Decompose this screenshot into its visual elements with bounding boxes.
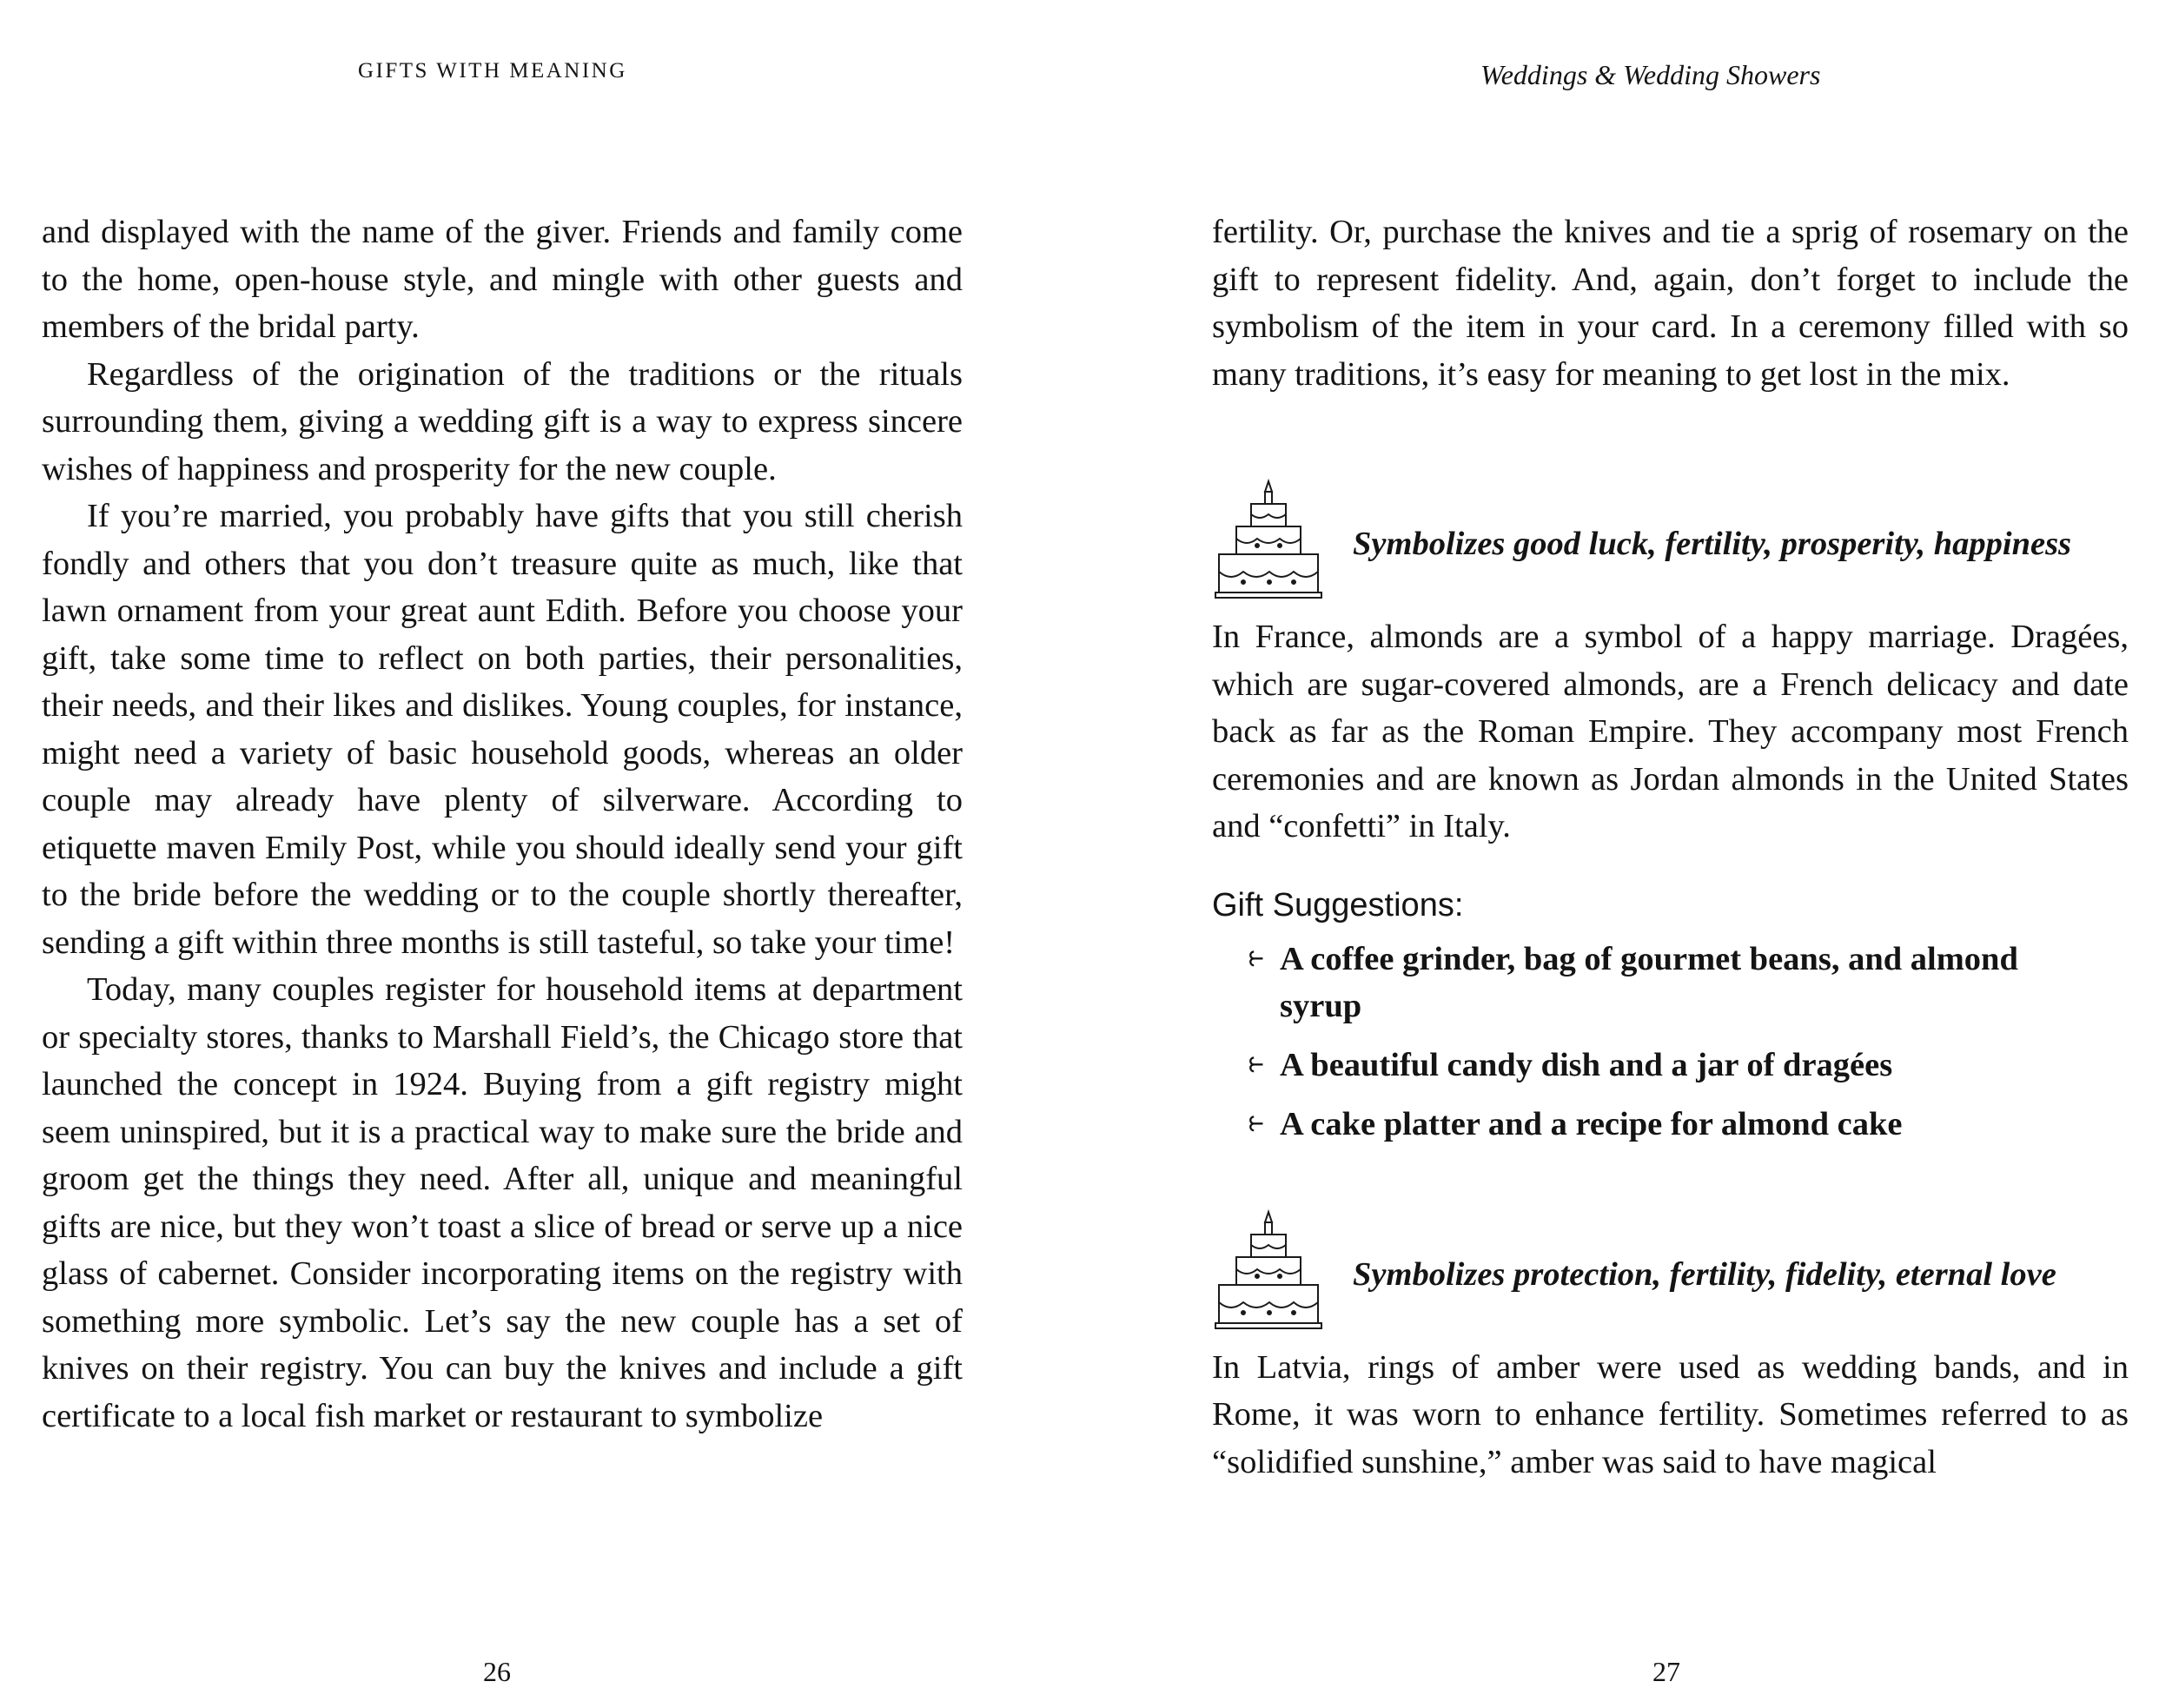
symbolizes-text: Symbolizes good luck, fertility, prosperity, happiness [1353, 526, 2072, 562]
intro-paragraph: fertility. Or, purchase the knives and tie a sprig of rosemary on the gift to represent fidelity. And, again, don’t forget to include the symbolism of the item in your card. In a ceremony filled with so many traditions, it’s easy for meaning to get lost in the mix. [1212, 214, 2129, 393]
symbolizes-row [1212, 1205, 2129, 1344]
entry-body: In France, almonds are a symbol of a happy marriage. Dragées, which are sugar-covered almonds, are a French delicacy and date back as far as the Roman Empire. They accompany most French ceremonies and are known as Jordan almonds in the United States and “confetti” in Italy. [1212, 619, 2129, 844]
wedding-cake-icon [1212, 474, 1325, 613]
list-item [1212, 1042, 2096, 1089]
page-number-right: 27 [1652, 1656, 1680, 1687]
symbolizes-row [1212, 474, 2129, 613]
gift-suggestions-list [1212, 936, 2129, 1148]
page-number-left: 26 [483, 1656, 511, 1687]
gift-suggestion: A beautiful candy dish and a jar of dragées [1280, 1046, 1893, 1083]
running-head-left: GIFTS WITH MEANING [358, 59, 627, 83]
running-head-right: Weddings & Wedding Showers [1480, 59, 1821, 90]
paragraph: Regardless of the origination of the traditions or the rituals surrounding them, giving a wedding gift is a way to express sincere wishes of happiness and prosperity for the new couple. [42, 355, 963, 487]
bullet-icon: ⥼ [1245, 1109, 1268, 1138]
paragraph: and displayed with the name of the giver. Friends and family come to the home, open-house style, and mingle with other guests and members of the bridal party. [42, 214, 963, 345]
right-page [1079, 0, 2159, 1708]
bullet-icon: ⥼ [1245, 1049, 1268, 1079]
paragraph: If you’re married, you probably have gifts that you still cherish fondly and others that you don’t treasure quite as much, like that lawn ornament from your great aunt Edith. Before you choose your gift, take some time to reflect on both parties, their personalities, their needs, and their likes and dislikes. Young couples, for instance, might need a variety of basic household goods, whereas an older couple may already have plenty of silverware. According to etiquette maven Emily Post, while you should ideally send your gift to the bride before the wedding or to the couple shortly thereafter, sending a gift within three months is still tasteful, so take your time! [42, 498, 963, 961]
gift-suggestion: A cake platter and a recipe for almond cake [1280, 1105, 1903, 1142]
left-page [0, 0, 1079, 1708]
list-item [1212, 1101, 2096, 1148]
gift-suggestions-heading: Gift Suggestions: [1212, 886, 1464, 924]
paragraph: Today, many couples register for household items at department or specialty stores, thanks to Marshall Field’s, the Chicago store that launched the concept in 1924. Buying from a gift registry might seem uninspired, but it is a practical way to make sure the bride and groom get the things they need. After all, unique and meaningful gifts are nice, but they won’t toast a slice of bread or serve up a nice glass of cabernet. Consider incorporating items on the registry with something more symbolic. Let’s say the new couple has a set of knives on their registry. You can buy the knives and include a gift certificate to a local fish market or restaurant to symbolize [42, 971, 963, 1434]
left-text-block [42, 209, 963, 1440]
right-text-block [1212, 209, 2129, 1486]
entry-body: In Latvia, rings of amber were used as wedding bands, and in Rome, it was worn to enhance fertility. Sometimes referred to as “solidified sunshine,” amber was said to have magical [1212, 1348, 2129, 1480]
bullet-icon: ⥼ [1245, 943, 1268, 973]
list-item [1212, 936, 2096, 1029]
wedding-cake-icon [1212, 1205, 1325, 1344]
symbolizes-text: Symbolizes protection, fertility, fidelity, eternal love [1353, 1255, 2056, 1293]
gift-suggestion: A coffee grinder, bag of gourmet beans, and almond syrup [1280, 940, 2018, 1024]
